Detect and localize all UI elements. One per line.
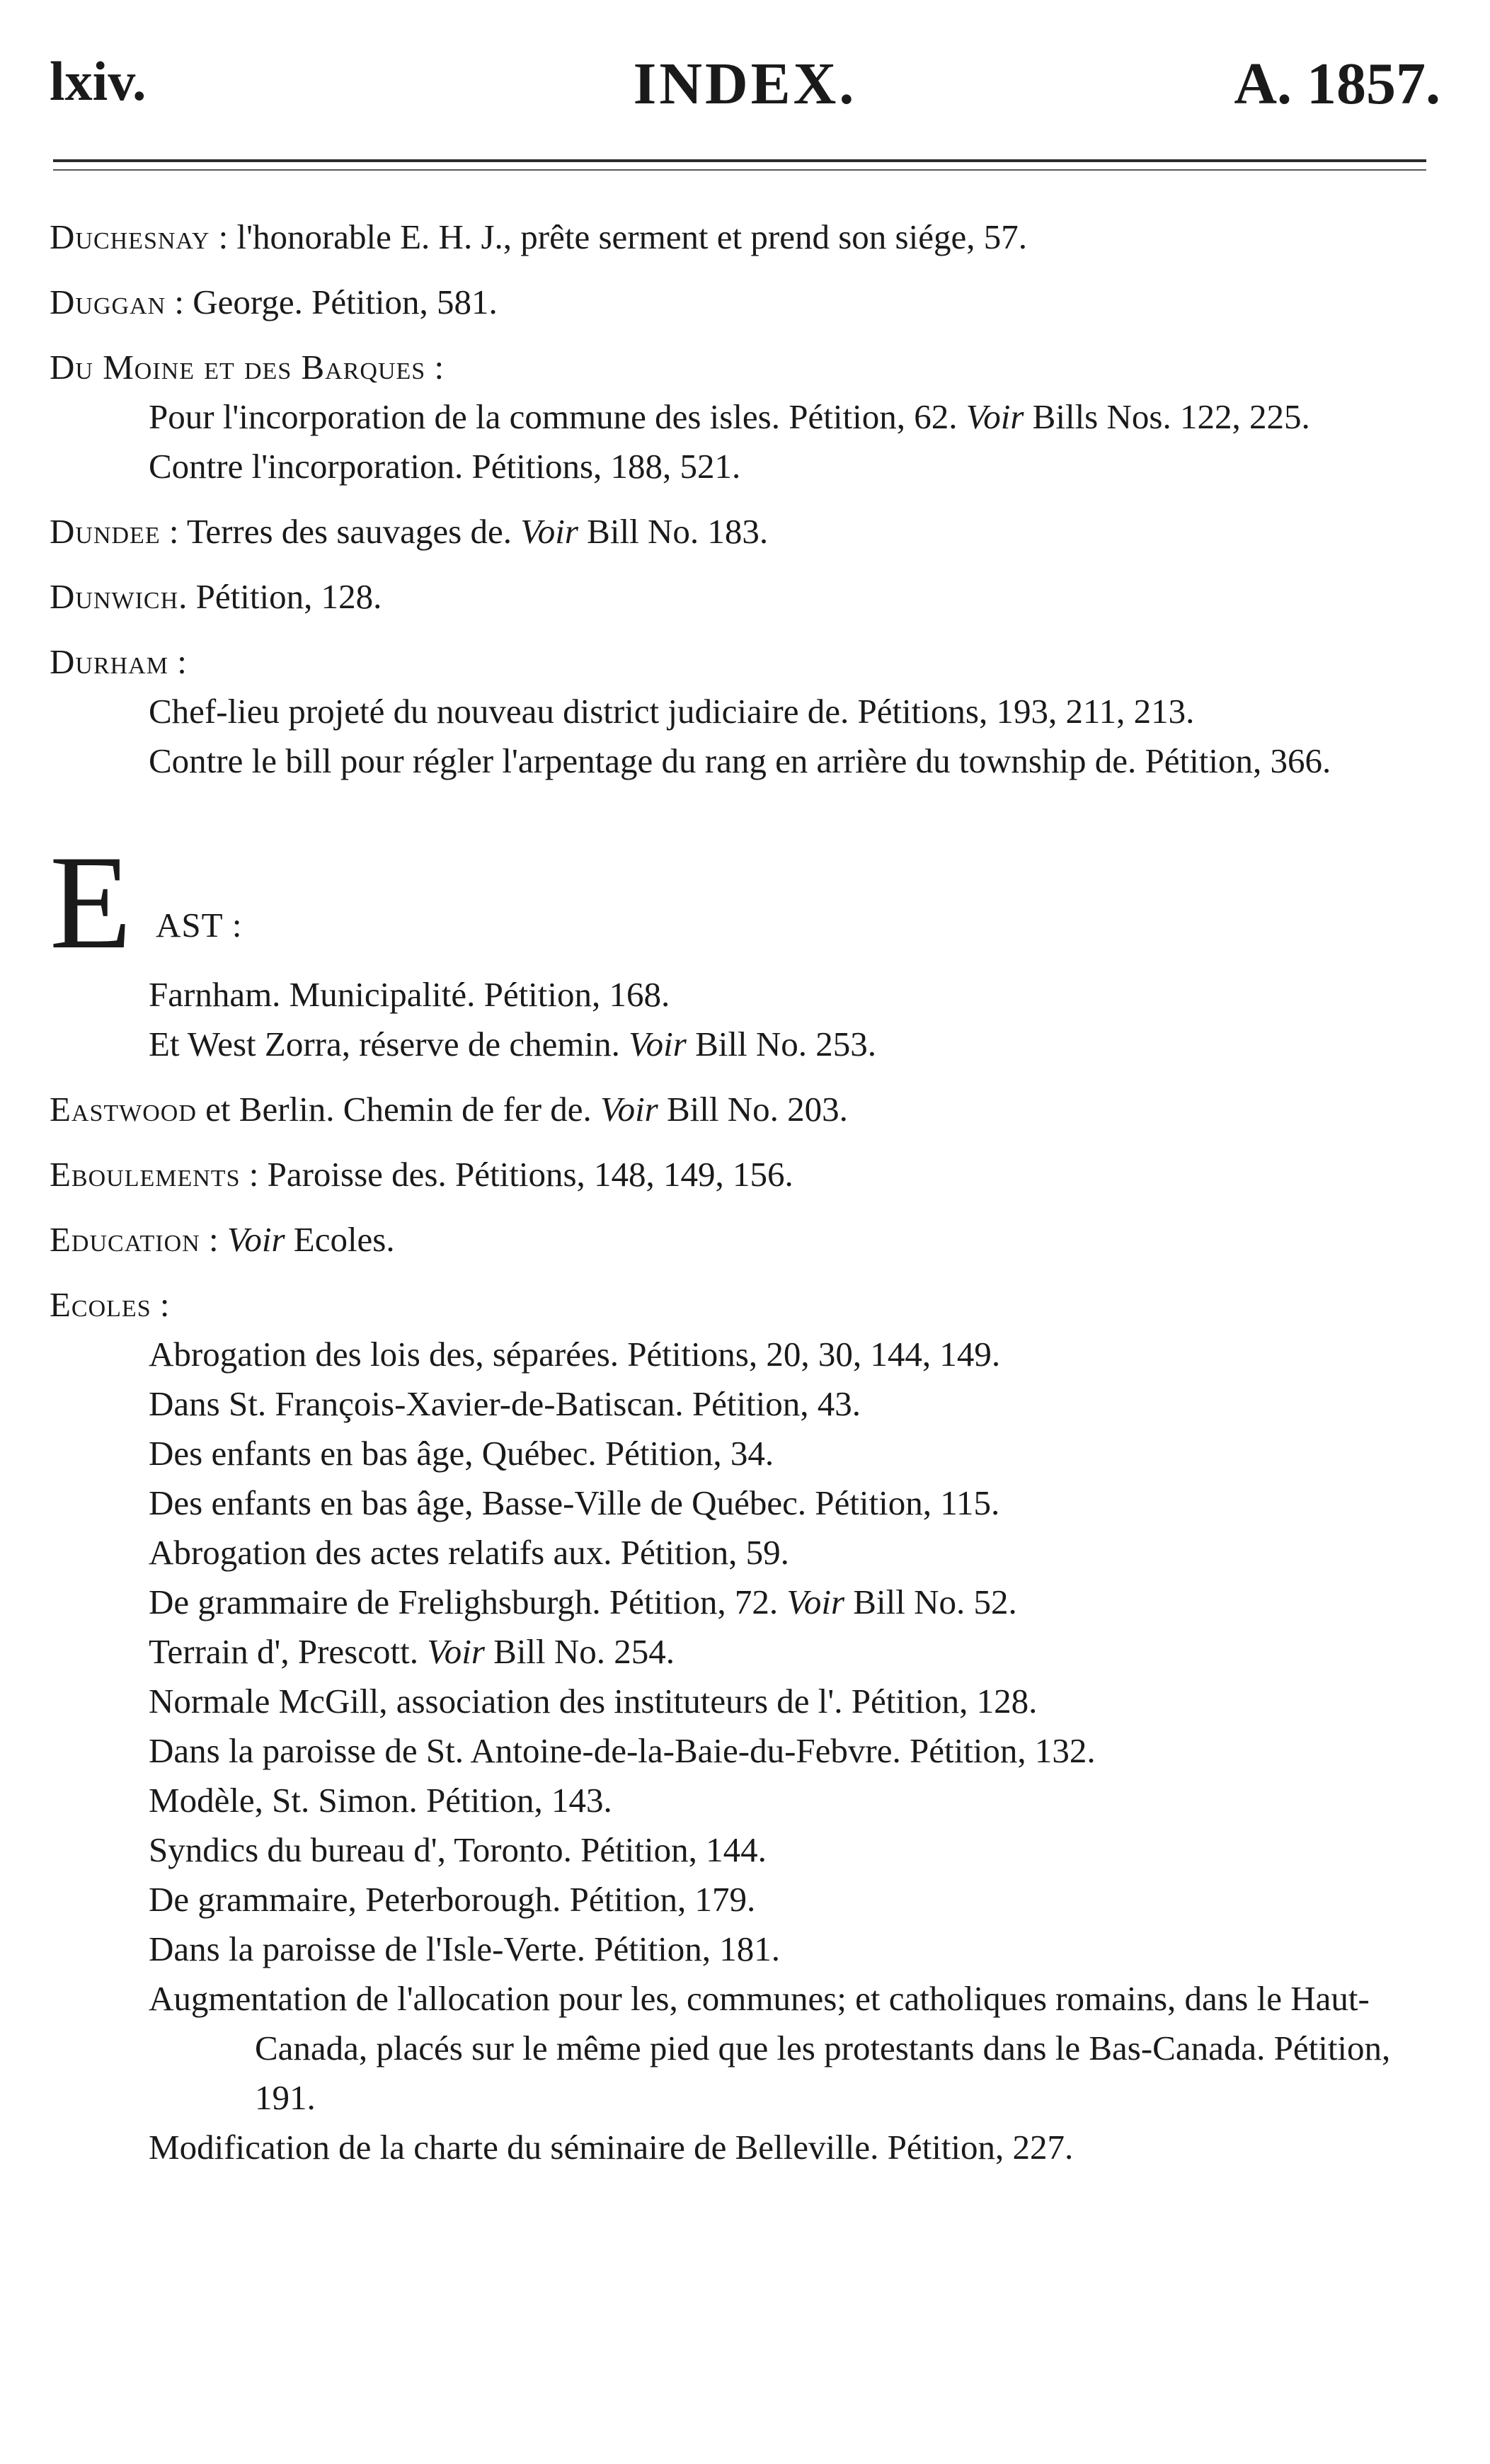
entry-education (50, 1215, 1440, 1265)
entry-head-east: AST : (156, 906, 243, 945)
entry-head-suffix: : (151, 1285, 170, 1324)
page-number: lxiv. (50, 50, 147, 112)
page-title: INDEX. (633, 51, 857, 117)
entry-text: Bill No. 183. (578, 512, 769, 551)
entry-text: : l'honorable E. H. J., prête serment et prend son siége, 57. (210, 217, 1027, 256)
voir-reference: Voir (786, 1582, 845, 1621)
entry-duggan (50, 278, 1440, 327)
sub-entry: Augmentation de l'allocation pour les, communes; et catholiques romains, dans le Haut-Canada, placés sur le même pied que les protestants dans le Bas-Canada. Pétition, 191. (149, 1979, 1391, 2117)
entry-dunwich (50, 572, 1440, 622)
entry-text: : Paroisse des. Pétitions, 148, 149, 156. (240, 1155, 793, 1194)
sub-entry: Syndics du bureau d', Toronto. Pétition, 144. (149, 1830, 767, 1869)
entry-text: : (200, 1220, 227, 1259)
voir-reference: Voir (965, 397, 1024, 436)
entry-head: Durham (50, 642, 168, 681)
sub-entry: Abrogation des lois des, séparées. Pétitions, 20, 30, 144, 149. (149, 1335, 1001, 1374)
entry-head-suffix: : (425, 348, 445, 387)
sub-entry: Des enfants en bas âge, Basse-Ville de Québec. Pétition, 115. (149, 1483, 1000, 1522)
sub-entry: Chef-lieu projeté du nouveau district judiciaire de. Pétitions, 193, 211, 213. (149, 692, 1195, 731)
page-header (50, 35, 1440, 120)
entry-head: Ecoles (50, 1285, 151, 1324)
entry-head: Duchesnay (50, 217, 210, 256)
entry-head: Eastwood (50, 1090, 197, 1129)
sub-entry: De grammaire, Peterborough. Pétition, 179. (149, 1880, 756, 1919)
sub-entry: Farnham. Municipalité. Pétition, 168. (149, 975, 670, 1014)
entry-text: et Berlin. Chemin de fer de. (196, 1090, 601, 1129)
entry-eastwood (50, 1085, 1440, 1134)
entry-head: Eboulements (50, 1155, 241, 1194)
entry-head: Du Moine et des Barques (50, 348, 426, 387)
sub-entry: Abrogation des actes relatifs aux. Pétition, 59. (149, 1533, 789, 1572)
sub-entry: Modèle, St. Simon. Pétition, 143. (149, 1781, 612, 1820)
sub-entry (50, 392, 1440, 442)
sub-entry (50, 1578, 1440, 1627)
entry-du-moine (50, 343, 1440, 491)
sub-entry-text: Pour l'incorporation de la commune des isles. Pétition, 62. (149, 397, 966, 436)
sub-entry: Dans la paroisse de St. Antoine-de-la-Baie-du-Febvre. Pétition, 132. (149, 1731, 1096, 1770)
sub-entry-text: Terrain d', Prescott. (149, 1632, 428, 1671)
header-rule-thick (53, 159, 1426, 162)
header-rule-thin (53, 169, 1426, 171)
sub-entry-text: Et West Zorra, réserve de chemin. (149, 1025, 629, 1063)
entry-text: Ecoles. (285, 1220, 395, 1259)
sub-entry: Normale McGill, association des instituteurs de l'. Pétition, 128. (149, 1682, 1038, 1721)
session-year: A. 1857. (1234, 51, 1440, 117)
section-letter-e (50, 828, 1440, 977)
voir-reference: Voir (427, 1632, 485, 1671)
sub-entry: Contre le bill pour régler l'arpentage du rang en arrière du township de. Pétition, 366. (149, 741, 1331, 780)
sub-entry (50, 1627, 1440, 1677)
entry-text: : Terres des sauvages de. (160, 512, 521, 551)
entry-duchesnay (50, 212, 1440, 262)
entry-head: Dundee (50, 512, 161, 551)
sub-entry-text: Bill No. 253. (686, 1025, 877, 1063)
entry-head: Education (50, 1220, 200, 1259)
entry-dundee (50, 507, 1440, 557)
sub-entry-text: Bills Nos. 122, 225. (1024, 397, 1310, 436)
voir-reference: Voir (227, 1220, 285, 1259)
voir-reference: Voir (600, 1090, 658, 1129)
entry-head-suffix: : (168, 642, 187, 681)
sub-entry: Des enfants en bas âge, Québec. Pétition, 34. (149, 1434, 774, 1473)
voir-reference: Voir (629, 1025, 687, 1063)
index-content (50, 212, 1440, 2188)
entry-head: Duggan (50, 283, 166, 321)
entry-east (50, 970, 1440, 1069)
entry-head: Dunwich (50, 577, 179, 616)
sub-entry (50, 1020, 1440, 1069)
sub-entry-text: De grammaire de Frelighsburgh. Pétition, 72. (149, 1582, 787, 1621)
drop-cap-letter: E (50, 828, 132, 977)
entry-text: Bill No. 203. (658, 1090, 848, 1129)
voir-reference: Voir (520, 512, 578, 551)
entry-eboulements (50, 1150, 1440, 1199)
sub-entry: Dans St. François-Xavier-de-Batiscan. Pétition, 43. (149, 1384, 861, 1423)
sub-entry-text: Bill No. 52. (844, 1582, 1017, 1621)
sub-entry: Dans la paroisse de l'Isle-Verte. Pétition, 181. (149, 1929, 780, 1968)
sub-entry: Modification de la charte du séminaire de Belleville. Pétition, 227. (149, 2128, 1074, 2167)
entry-durham (50, 637, 1440, 786)
entry-text: : George. Pétition, 581. (166, 283, 498, 321)
entry-ecoles (50, 1280, 1440, 2172)
sub-entry: Contre l'incorporation. Pétitions, 188, 521. (149, 447, 741, 486)
sub-entry-text: Bill No. 254. (484, 1632, 675, 1671)
entry-text: . Pétition, 128. (178, 577, 382, 616)
